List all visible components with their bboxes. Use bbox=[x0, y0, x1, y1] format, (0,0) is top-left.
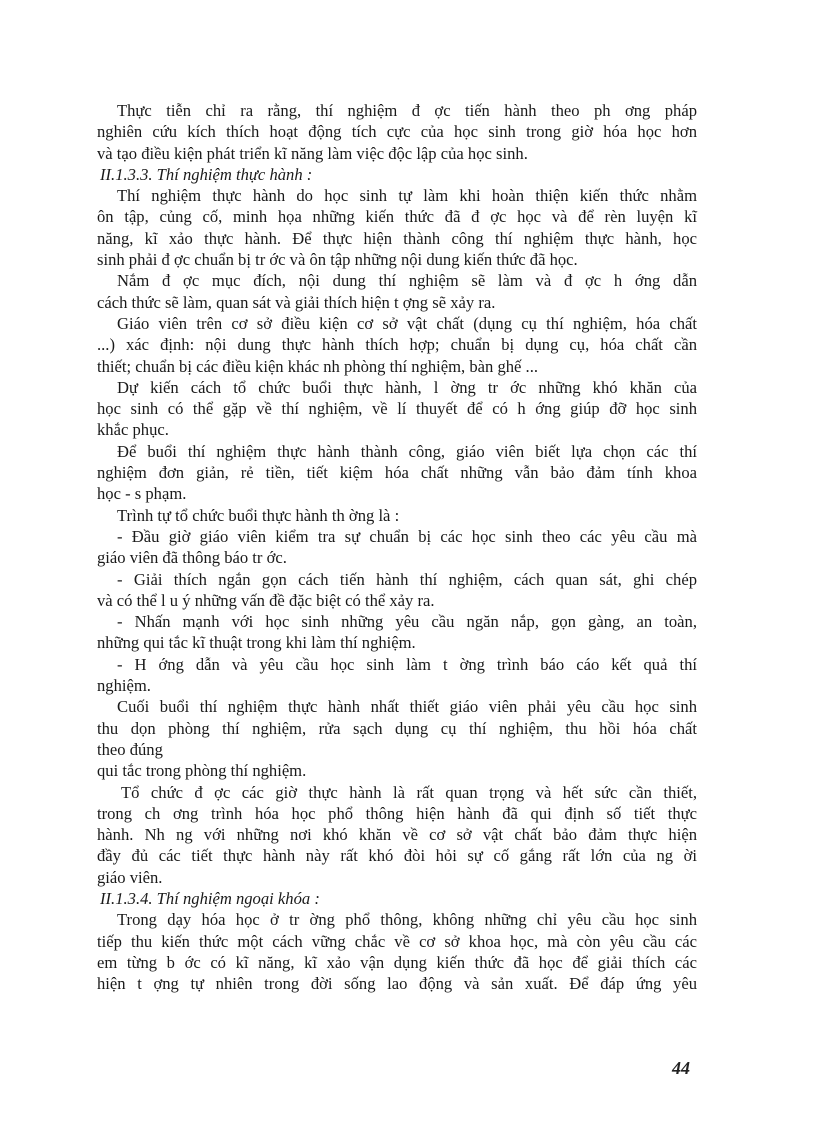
section-heading: II.1.3.3. Thí nghiệm thực hành : bbox=[100, 164, 313, 184]
text-line: Thực tiễn chỉ ra rằng, thí nghiệm đ ợc tiến hành theo ph ơng pháp bbox=[117, 101, 697, 120]
text-line: Nắm đ ợc mục đích, nội dung thí nghiệm sẽ làm và đ ợc h ớng dẫn bbox=[117, 271, 697, 291]
text-line: cách thức sẽ làm, quan sát và giải thích hiện t ợng sẽ xảy ra. bbox=[97, 292, 496, 312]
text-line: những qui tắc kĩ thuật trong khi làm thí nghiệm. bbox=[97, 633, 416, 653]
text-line: theo đúng bbox=[97, 739, 163, 759]
text-line: học sinh có thể gặp về thí nghiệm, về lí thuyết để có h ớng giúp đỡ học sinh bbox=[97, 399, 697, 419]
text-line: ôn tập, củng cố, minh họa những kiến thức đã đ ợc học và để rèn luyện kĩ bbox=[97, 207, 697, 227]
text-line: khắc phục. bbox=[97, 420, 169, 440]
text-line: đầy đủ các tiết thực hành này rất khó đòi hỏi sự cố gắng rất lớn của ng ời bbox=[97, 846, 697, 866]
text-line: - Đầu giờ giáo viên kiểm tra sự chuẩn bị các học sinh theo các yêu cầu mà bbox=[117, 526, 697, 546]
section-heading: II.1.3.4. Thí nghiệm ngoại khóa : bbox=[100, 888, 320, 908]
text-line: ...) xác định: nội dung thực hành thích hợp; chuẩn bị dụng cụ, hóa chất cần bbox=[97, 335, 697, 355]
text-line: thiết; chuẩn bị các điều kiện khác nh phòng thí nghiệm, bàn ghế ... bbox=[97, 356, 538, 376]
text-line: Giáo viên trên cơ sở điều kiện cơ sở vật chất (dụng cụ thí nghiệm, hóa chất bbox=[117, 313, 697, 333]
text-line: nghiệm đơn giản, rẻ tiền, tiết kiệm hóa chất những vẫn bảo đảm tính khoa bbox=[97, 463, 697, 483]
text-line: hành. Nh ng với những nơi khó khăn về cơ sở vật chất bảo đảm thực hiện bbox=[97, 825, 697, 845]
text-line: thu dọn phòng thí nghiệm, rửa sạch dụng cụ thí nghiệm, thu hồi hóa chất bbox=[97, 718, 697, 738]
text-line: Để buổi thí nghiệm thực hành thành công, giáo viên biết lựa chọn các thí bbox=[117, 441, 697, 461]
text-line: nghiệm. bbox=[97, 676, 151, 696]
page-number: 44 bbox=[672, 1058, 690, 1078]
text-line: năng, kĩ xảo thực hành. Để thực hiện thành công thí nghiệm thực hành, học bbox=[97, 228, 697, 248]
text-line: trong ch ơng trình hóa học phổ thông hiện hành đã qui định số tiết thực bbox=[97, 803, 697, 823]
text-line: Trong dạy hóa học ở tr ờng phổ thông, không những chỉ yêu cầu học sinh bbox=[117, 910, 697, 930]
text-line: giáo viên. bbox=[97, 867, 163, 887]
text-line: và có thể l u ý những vấn đề đặc biệt có thể xảy ra. bbox=[97, 590, 435, 610]
text-line: sinh phải đ ợc chuẩn bị tr ớc và ôn tập những nội dung kiến thức đã học. bbox=[97, 250, 578, 270]
text-line: giáo viên đã thông báo tr ớc. bbox=[97, 548, 287, 568]
text-line: học - s phạm. bbox=[97, 484, 187, 504]
text-line: hiện t ợng tự nhiên trong đời sống lao động và sản xuất. Để đáp ứng yêu bbox=[97, 974, 697, 994]
text-line: Thí nghiệm thực hành do học sinh tự làm khi hoàn thiện kiến thức nhằm bbox=[117, 186, 697, 206]
text-line: Tổ chức đ ợc các giờ thực hành là rất quan trọng và hết sức cần thiết, bbox=[121, 782, 697, 802]
document-body bbox=[97, 100, 697, 994]
text-line: nghiên cứu kích thích hoạt động tích cực của học sinh trong giờ hóa học hơn bbox=[97, 122, 697, 142]
text-line: - H ớng dẫn và yêu cầu học sinh làm t ờng trình báo cáo kết quả thí bbox=[117, 654, 697, 674]
text-line: em từng b ớc có kĩ năng, kĩ xảo vận dụng kiến thức đã học để giải thích các bbox=[97, 952, 697, 972]
text-line: Trình tự tổ chức buổi thực hành th ờng là : bbox=[117, 505, 400, 525]
text-line: và tạo điều kiện phát triển kĩ năng làm việc độc lập của học sinh. bbox=[97, 143, 528, 163]
text-line: Cuối buổi thí nghiệm thực hành nhất thiết giáo viên phải yêu cầu học sinh bbox=[117, 697, 697, 717]
text-line: qui tắc trong phòng thí nghiệm. bbox=[97, 761, 307, 781]
text-line: - Giải thích ngắn gọn cách tiến hành thí nghiệm, cách quan sát, ghi chép bbox=[117, 569, 697, 589]
text-line: - Nhấn mạnh với học sinh những yêu cầu ngăn nắp, gọn gàng, an toàn, bbox=[117, 612, 697, 632]
text-line: tiếp thu kiến thức một cách vững chắc về cơ sở khoa học, mà còn yêu cầu các bbox=[97, 931, 697, 951]
text-line: Dự kiến cách tổ chức buổi thực hành, l ờng tr ớc những khó khăn của bbox=[117, 377, 697, 397]
